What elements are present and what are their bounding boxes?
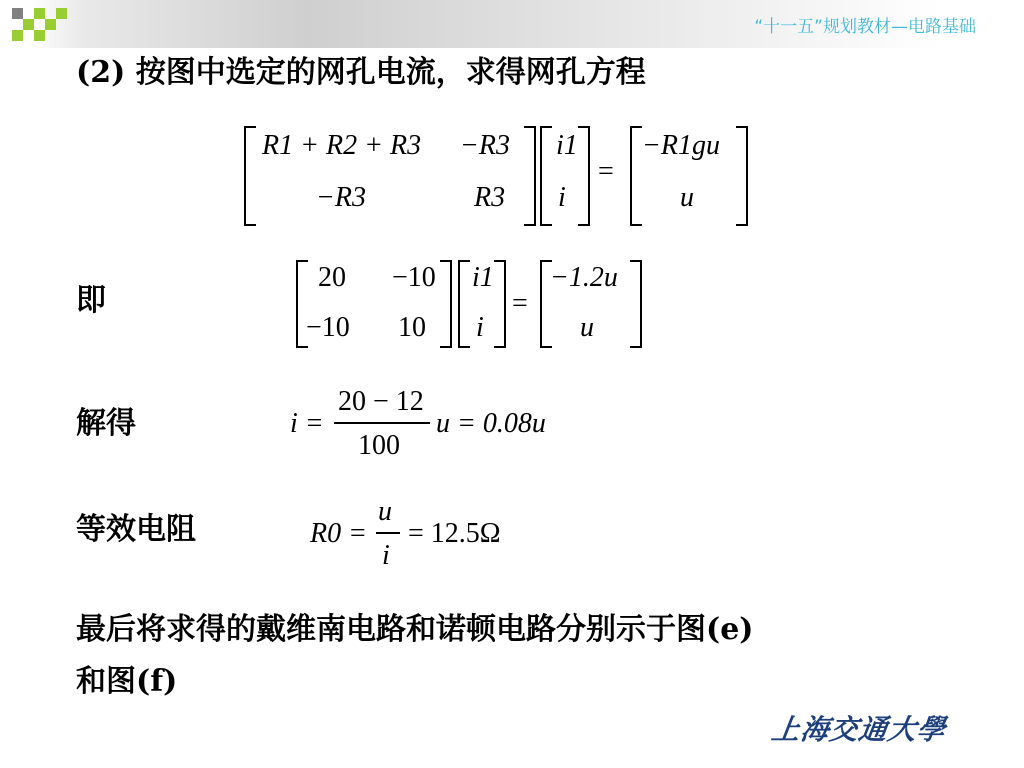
denominator: 100 [358, 430, 400, 461]
vector-cell: i [558, 182, 566, 213]
numerator: 20 − 12 [338, 386, 424, 417]
conclusion-line-2: 和图(f) [76, 664, 178, 699]
left-bracket [630, 126, 642, 226]
equals-sign: = [598, 156, 614, 187]
matrix-cell: −10 [306, 312, 350, 343]
right-bracket [440, 260, 452, 348]
right-bracket [736, 126, 748, 226]
right-bracket [494, 260, 506, 348]
right-bracket [630, 260, 642, 348]
vector-cell: i1 [472, 262, 494, 293]
decor-square [45, 19, 56, 30]
decor-square [34, 8, 45, 19]
matrix-cell: −R3 [316, 182, 366, 213]
matrix-cell: −R3 [460, 130, 510, 161]
vector-cell: i [476, 312, 484, 343]
matrix-cell: 10 [398, 312, 426, 343]
numerator: u [378, 496, 392, 527]
fraction-bar [334, 422, 430, 424]
corner-decoration [0, 0, 80, 48]
left-bracket [458, 260, 470, 348]
matrix-cell: 20 [318, 262, 346, 293]
label-jiede: 解得 [76, 406, 136, 441]
decor-square [12, 30, 23, 41]
label-dengxiao: 等效电阻 [76, 512, 196, 547]
university-logo: 上海交通大學 [769, 713, 949, 746]
conclusion-line-1: 最后将求得的戴维南电路和诺顿电路分别示于图(e) [76, 612, 754, 647]
vector-cell: −1.2u [550, 262, 618, 293]
label-ji: 即 [76, 283, 106, 318]
left-bracket [244, 126, 256, 226]
right-bracket [524, 126, 536, 226]
rhs: u = 0.08u [436, 408, 546, 439]
equals-sign: = [512, 288, 528, 319]
decor-square [12, 8, 23, 19]
vector-cell: u [580, 312, 594, 343]
matrix-cell: R3 [474, 182, 506, 213]
lhs: R0 = [310, 518, 367, 549]
matrix-cell: R1 + R2 + R3 [262, 130, 422, 161]
left-bracket [540, 126, 552, 226]
matrix-cell: −10 [392, 262, 436, 293]
right-bracket [578, 126, 590, 226]
decor-square [56, 8, 67, 19]
fraction-bar [376, 532, 400, 534]
vector-cell: i1 [556, 130, 578, 161]
step2-heading: (2) 按图中选定的网孔电流，求得网孔方程 [76, 55, 646, 90]
denominator: i [382, 540, 390, 571]
decor-square [34, 30, 45, 41]
rhs: = 12.5Ω [408, 518, 501, 549]
lhs: i = [290, 408, 324, 439]
header-title: “十一五”规划教材—电路基础 [754, 17, 976, 37]
vector-cell: u [680, 182, 694, 213]
decor-square [23, 19, 34, 30]
vector-cell: −R1gu [642, 130, 720, 161]
